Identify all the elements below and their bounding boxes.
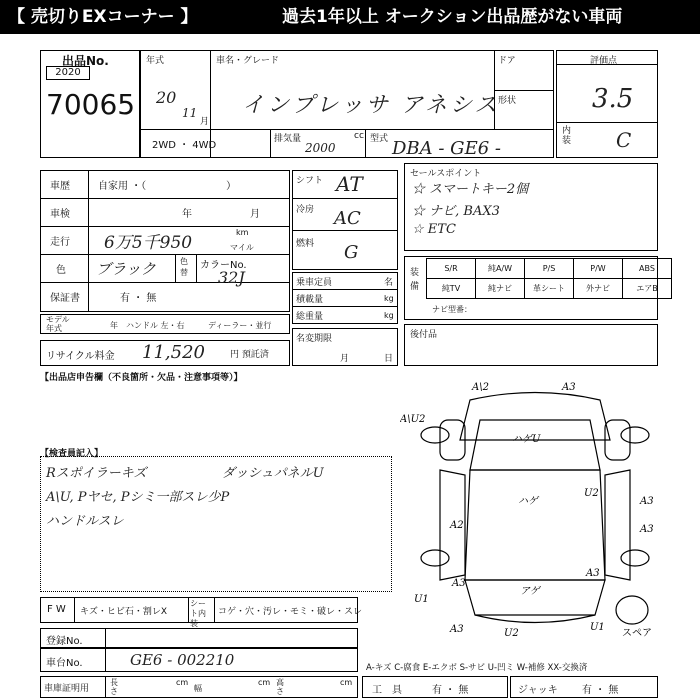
car-wheel-fl [421,427,449,443]
equip-leather: 革シート [525,279,574,299]
inspector-line-1: Rスポイラーキズ [46,466,147,481]
shape-label: 形状 [498,96,517,106]
ac-value: AC [334,208,361,229]
equip-ps: P/S [525,259,574,279]
inspection-label: 車検 [50,209,70,220]
mark-left-upper: A\U2 [400,414,426,425]
model-year-unit: 年 [110,321,118,330]
month-unit: 月 [200,117,210,127]
total-weight-unit: kg [384,311,394,320]
banner [0,0,700,34]
total-weight-label: 総重量 [296,312,324,322]
mark-bottom-right: U1 [590,622,605,633]
car-wheel-rl [421,550,449,566]
equip-airbag: エアB [623,279,672,299]
car-wheel-rr [621,550,649,566]
color-change-label: 色替 [180,257,188,277]
mileage-value: 6万5千950 [104,233,193,253]
car-hood [470,420,600,470]
car-name-value: インプレッサ アネシス [242,93,500,118]
mark-left-low: A3 [452,578,466,589]
car-side-right [605,470,630,580]
spare-label: スペア [622,628,652,639]
interior-value: C [616,128,632,152]
length-unit: cm [176,678,189,687]
capacity-unit: 名 [384,278,394,288]
mark-right-a3a: A3 [640,496,654,507]
reg-no-row [40,628,358,648]
recycle-label: リサイクル料金 [46,351,115,362]
inspector-line-3: ハンドルスレ [46,514,124,529]
sales-point-2: ☆ ナビ, BAX3 [412,204,500,219]
mark-top-right: A3 [562,382,576,393]
drive-label: 2WD ・ 4WD [152,140,217,151]
mark-roof: ハゲ [518,496,538,507]
equip-tv: 純TV [427,279,476,299]
load-unit: kg [384,294,394,303]
height-unit: cm [340,678,353,687]
equip-pw: P/W [574,259,623,279]
name-change-month: 月 [340,354,350,364]
score-label: 評価点 [590,56,618,66]
chassis-label: 車台No. [46,658,83,669]
shift-value: AT [336,172,363,196]
mark-rear-center: アゲ [520,586,540,597]
shift-label: シフト [296,176,324,186]
banner-right: 過去1年以上 オークション出品歴がない車両 [282,7,623,27]
warranty-value: 有 ・ 無 [120,293,157,304]
length-label: 長さ [110,678,118,696]
equip-abs: ABS [623,259,672,279]
year-value: 20 [156,88,177,107]
width-label: 幅 [194,684,202,693]
fw-options: キズ・ヒビ石・割レX [80,607,167,617]
inspector-right-note: ダッシュパネルU [222,466,324,481]
door-label: ドア [498,56,516,66]
mark-left-mid: A2 [450,520,464,531]
seat-options: コゲ・穴・汚レ・モミ・破レ・スレ [218,607,363,617]
mark-bottom-mid: U2 [504,628,519,639]
interior-label: 内装 [562,126,572,146]
chassis-value: GE6 - 002210 [130,651,235,669]
banner-left: 【 売切りEXコーナー 】 [8,7,198,27]
aftermarket-label: 後付品 [410,330,438,340]
name-change-day: 日 [384,354,394,364]
handle-label: ハンドル 左・右 [126,321,185,330]
car-wheel-fr [621,427,649,443]
car-name-label: 車名・グレード [216,56,280,66]
ac-label: 冷房 [296,205,315,215]
jack-label: ジャッキ [518,685,558,696]
month-value: 11 [182,106,198,120]
equipment-table [426,258,672,299]
jack-value: 有 ・ 無 [582,685,619,696]
mark-right-a3b: A3 [640,524,654,535]
color-no-label: カラーNo. [200,260,247,271]
car-roof [465,470,605,580]
warranty-label: 保証書 [50,293,80,304]
score-value: 3.5 [592,84,634,114]
equipment-label: 装備 [410,268,420,292]
model-year-label: モデル年式 [46,315,70,333]
inspection-year: 年 [182,209,192,220]
displacement-value: 2000 [305,141,336,155]
equip-sr: S/R [427,259,476,279]
color-value: ブラック [96,260,156,278]
car-spare-tire [616,596,648,624]
inspector-line-2: A\U, Pヤセ, Pシミ一部スレ少P [46,490,230,505]
equip-ext-navi: 外ナビ [574,279,623,299]
mark-hood: ハゲU [512,434,541,445]
width-unit: cm [258,678,271,687]
aftermarket-box [404,324,658,366]
fuel-value: G [344,242,359,263]
car-front-bumper [460,393,610,441]
inspection-month: 月 [250,209,260,220]
dealer-label: ディーラー・並行 [208,321,272,330]
lot-number: 70065 [46,88,136,121]
seller-notes-label: 【出品店申告欄（不良箇所・欠品・注意事項等）】 [40,373,243,383]
km-label: km [236,228,249,237]
displacement-label: 排気量 [274,134,302,144]
cc-label: cc [354,131,364,141]
color-label: 色 [56,265,66,276]
sales-point-3: ☆ ETC [412,222,456,237]
mark-top-left: A\2 [472,382,489,393]
history-value: 自家用 ・（ ） [98,181,237,192]
fw-label: F W [47,604,66,615]
car-diagram [400,380,670,640]
model-label: 型式 [370,134,389,144]
sales-points-label: セールスポイント [410,169,482,179]
load-label: 積載量 [296,295,324,305]
fuel-label: 燃料 [296,239,315,249]
tools-value: 有 ・ 無 [432,685,469,696]
recycle-unit: 円 預託済 [230,350,269,360]
mileage-label: 走行 [50,237,70,248]
name-change-label: 名変期限 [296,334,333,344]
car-rear-bumper [475,615,595,623]
tools-label: 工 具 [372,685,402,696]
cert-label: 車庫証明用 [44,684,90,694]
damage-legend: A-キズ C-腐食 E-エクボ S-サビ U-凹ミ W-補修 XX-交換済 [366,663,588,673]
lot-label: 出品No. [62,54,109,68]
mark-right-low: A3 [586,568,600,579]
mark-right-mid: U2 [584,488,599,499]
mile-label: マイル [230,243,254,252]
history-label: 車歴 [50,181,70,192]
nav-model-label: ナビ型番： [432,305,472,314]
reg-no-label: 登録No. [46,636,83,647]
recycle-value: 11,520 [142,342,205,363]
mark-rear-left: U1 [414,594,429,605]
capacity-label: 乗車定員 [296,278,333,288]
seat-label: シート内装 [190,599,206,628]
color-no-value: 32J [218,268,245,287]
height-label: 高さ [276,678,284,696]
equip-navi: 純ナビ [476,279,525,299]
model-value: DBA - GE6 - [392,138,501,159]
mark-bottom-left: A3 [450,624,464,635]
year-type-label: 年式 [146,56,165,66]
equip-aw: 純A/W [476,259,525,279]
sales-point-1: ☆ スマートキー2個 [412,182,529,197]
lot-year: 2020 [46,66,90,80]
inspector-label: 【検査員記入】 [40,449,104,459]
